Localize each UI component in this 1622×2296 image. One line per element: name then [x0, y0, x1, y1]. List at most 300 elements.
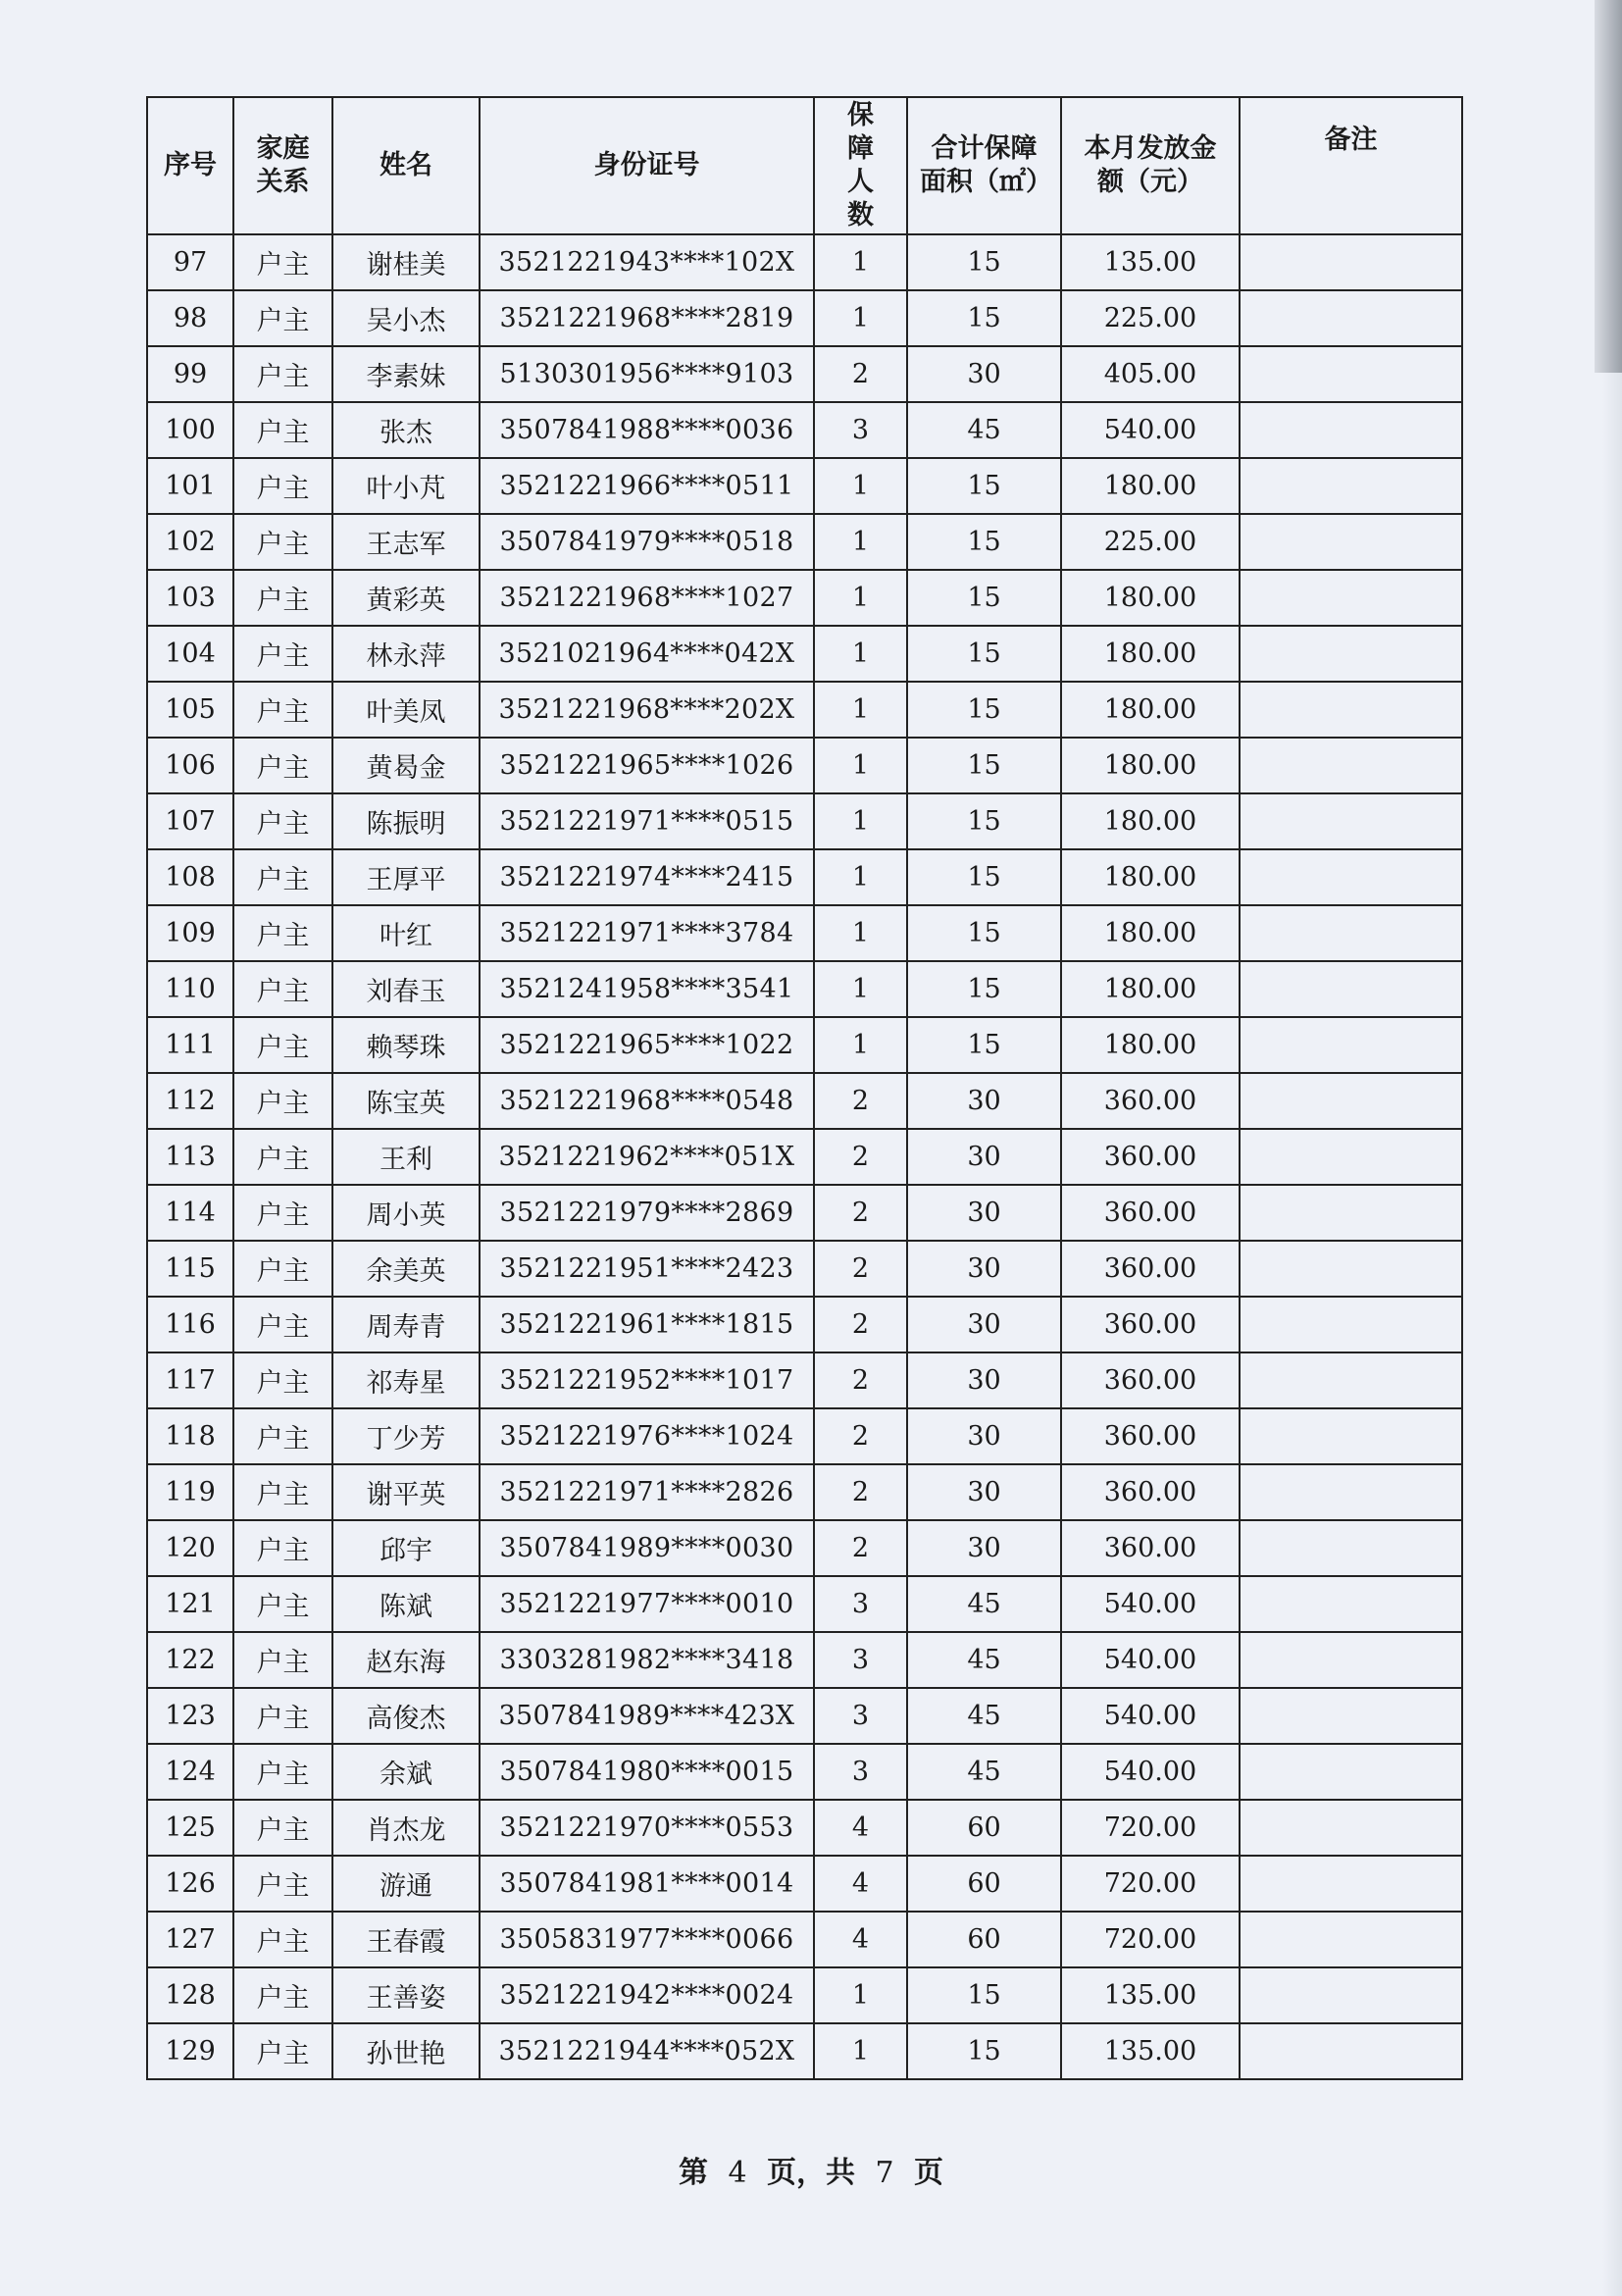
cell-seq: 123 — [147, 1688, 233, 1744]
table-row — [147, 1800, 1462, 1856]
cell-relation: 户主 — [233, 1129, 332, 1185]
cell-persons: 1 — [814, 793, 907, 849]
cell-id-number: 3521221943****102X — [480, 234, 814, 290]
cell-amount: 360.00 — [1061, 1408, 1240, 1464]
cell-remark — [1240, 849, 1462, 905]
cell-relation: 户主 — [233, 1352, 332, 1408]
cell-area: 60 — [907, 1800, 1061, 1856]
cell-remark — [1240, 514, 1462, 570]
cell-name: 祁寿星 — [332, 1352, 480, 1408]
cell-amount: 540.00 — [1061, 1688, 1240, 1744]
table-row — [147, 1688, 1462, 1744]
cell-seq: 127 — [147, 1912, 233, 1967]
cell-relation: 户主 — [233, 1297, 332, 1352]
cell-amount: 135.00 — [1061, 234, 1240, 290]
cell-name: 余美英 — [332, 1241, 480, 1297]
table-row — [147, 1576, 1462, 1632]
cell-persons: 4 — [814, 1912, 907, 1967]
cell-name: 赵东海 — [332, 1632, 480, 1688]
cell-id-number: 3521221944****052X — [480, 2023, 814, 2079]
cell-amount: 180.00 — [1061, 849, 1240, 905]
cell-amount: 180.00 — [1061, 793, 1240, 849]
cell-seq: 100 — [147, 402, 233, 458]
cell-persons: 1 — [814, 290, 907, 346]
cell-area: 45 — [907, 1632, 1061, 1688]
table-row — [147, 1297, 1462, 1352]
cell-seq: 109 — [147, 905, 233, 961]
cell-persons: 1 — [814, 682, 907, 738]
table-row — [147, 1464, 1462, 1520]
cell-name: 吴小杰 — [332, 290, 480, 346]
cell-relation: 户主 — [233, 290, 332, 346]
cell-area: 15 — [907, 682, 1061, 738]
cell-area: 30 — [907, 1185, 1061, 1241]
cell-seq: 106 — [147, 738, 233, 793]
cell-persons: 3 — [814, 1576, 907, 1632]
header-area: 合计保障面积（㎡） — [907, 97, 1061, 234]
table-row — [147, 234, 1462, 290]
cell-seq: 98 — [147, 290, 233, 346]
cell-id-number: 3521221966****0511 — [480, 458, 814, 514]
cell-relation: 户主 — [233, 1967, 332, 2023]
cell-id-number: 3507841980****0015 — [480, 1744, 814, 1800]
table-row — [147, 849, 1462, 905]
cell-area: 45 — [907, 1744, 1061, 1800]
cell-persons: 1 — [814, 514, 907, 570]
cell-remark — [1240, 738, 1462, 793]
cell-seq: 117 — [147, 1352, 233, 1408]
table-row — [147, 1520, 1462, 1576]
header-relation: 家庭关系 — [233, 97, 332, 234]
cell-id-number: 3507841989****423X — [480, 1688, 814, 1744]
cell-id-number: 3521221961****1815 — [480, 1297, 814, 1352]
footer-suffix: 页 — [914, 2156, 943, 2190]
table-row — [147, 905, 1462, 961]
cell-persons: 1 — [814, 1967, 907, 2023]
table-row — [147, 1408, 1462, 1464]
cell-seq: 121 — [147, 1576, 233, 1632]
cell-remark — [1240, 682, 1462, 738]
cell-seq: 119 — [147, 1464, 233, 1520]
header-row — [147, 97, 1462, 234]
cell-persons: 2 — [814, 1185, 907, 1241]
cell-relation: 户主 — [233, 458, 332, 514]
page-footer — [0, 2148, 1622, 2191]
cell-remark — [1240, 402, 1462, 458]
cell-id-number: 5130301956****9103 — [480, 346, 814, 402]
cell-seq: 110 — [147, 961, 233, 1017]
cell-area: 15 — [907, 234, 1061, 290]
cell-relation: 户主 — [233, 1241, 332, 1297]
cell-seq: 128 — [147, 1967, 233, 2023]
cell-remark — [1240, 1744, 1462, 1800]
cell-name: 王善姿 — [332, 1967, 480, 2023]
cell-area: 30 — [907, 1408, 1061, 1464]
header-amount: 本月发放金额（元） — [1061, 97, 1240, 234]
cell-area: 30 — [907, 1073, 1061, 1129]
cell-seq: 103 — [147, 570, 233, 626]
table-row — [147, 1912, 1462, 1967]
cell-name: 黄曷金 — [332, 738, 480, 793]
cell-relation: 户主 — [233, 234, 332, 290]
cell-remark — [1240, 1017, 1462, 1073]
cell-relation: 户主 — [233, 1800, 332, 1856]
cell-seq: 120 — [147, 1520, 233, 1576]
cell-id-number: 3521221951****2423 — [480, 1241, 814, 1297]
cell-id-number: 3521221971****0515 — [480, 793, 814, 849]
cell-area: 45 — [907, 1688, 1061, 1744]
cell-persons: 1 — [814, 234, 907, 290]
header-seq: 序号 — [147, 97, 233, 234]
cell-name: 黄彩英 — [332, 570, 480, 626]
cell-name: 周寿青 — [332, 1297, 480, 1352]
cell-persons: 2 — [814, 1352, 907, 1408]
cell-seq: 122 — [147, 1632, 233, 1688]
cell-relation: 户主 — [233, 1464, 332, 1520]
cell-persons: 2 — [814, 1129, 907, 1185]
cell-id-number: 3521221968****2819 — [480, 290, 814, 346]
table-row — [147, 626, 1462, 682]
cell-amount: 540.00 — [1061, 1576, 1240, 1632]
cell-relation: 户主 — [233, 1520, 332, 1576]
cell-seq: 125 — [147, 1800, 233, 1856]
cell-area: 15 — [907, 458, 1061, 514]
cell-seq: 114 — [147, 1185, 233, 1241]
header-remark: 备注 — [1240, 97, 1462, 234]
cell-persons: 1 — [814, 2023, 907, 2079]
table-row — [147, 402, 1462, 458]
cell-remark — [1240, 1464, 1462, 1520]
cell-area: 15 — [907, 905, 1061, 961]
cell-area: 30 — [907, 346, 1061, 402]
cell-remark — [1240, 905, 1462, 961]
footer-prefix: 第 — [679, 2156, 708, 2190]
table-row — [147, 1856, 1462, 1912]
cell-area: 15 — [907, 793, 1061, 849]
table-body — [147, 234, 1462, 2079]
cell-name: 高俊杰 — [332, 1688, 480, 1744]
cell-amount: 180.00 — [1061, 570, 1240, 626]
cell-area: 30 — [907, 1464, 1061, 1520]
cell-area: 30 — [907, 1129, 1061, 1185]
cell-relation: 户主 — [233, 570, 332, 626]
cell-amount: 360.00 — [1061, 1297, 1240, 1352]
table-row — [147, 1017, 1462, 1073]
cell-area: 15 — [907, 626, 1061, 682]
cell-id-number: 3505831977****0066 — [480, 1912, 814, 1967]
cell-persons: 1 — [814, 626, 907, 682]
cell-seq: 101 — [147, 458, 233, 514]
table-row — [147, 682, 1462, 738]
cell-amount: 225.00 — [1061, 514, 1240, 570]
cell-id-number: 3521221968****1027 — [480, 570, 814, 626]
cell-name: 肖杰龙 — [332, 1800, 480, 1856]
cell-relation: 户主 — [233, 1073, 332, 1129]
cell-remark — [1240, 1912, 1462, 1967]
cell-relation: 户主 — [233, 402, 332, 458]
cell-name: 周小英 — [332, 1185, 480, 1241]
table-row — [147, 1967, 1462, 2023]
cell-name: 王志军 — [332, 514, 480, 570]
cell-amount: 720.00 — [1061, 1800, 1240, 1856]
subsidy-table — [146, 96, 1463, 2080]
footer-total-pages: 7 — [875, 2156, 894, 2190]
cell-id-number: 3521221968****202X — [480, 682, 814, 738]
cell-persons: 1 — [814, 738, 907, 793]
table-row — [147, 570, 1462, 626]
cell-amount: 135.00 — [1061, 1967, 1240, 2023]
cell-remark — [1240, 1241, 1462, 1297]
cell-seq: 118 — [147, 1408, 233, 1464]
cell-name: 刘春玉 — [332, 961, 480, 1017]
cell-id-number: 3521221965****1022 — [480, 1017, 814, 1073]
cell-remark — [1240, 1408, 1462, 1464]
cell-remark — [1240, 1576, 1462, 1632]
cell-area: 60 — [907, 1912, 1061, 1967]
cell-amount: 180.00 — [1061, 682, 1240, 738]
cell-amount: 360.00 — [1061, 1520, 1240, 1576]
header-name: 姓名 — [332, 97, 480, 234]
table-row — [147, 1744, 1462, 1800]
cell-amount: 180.00 — [1061, 458, 1240, 514]
cell-remark — [1240, 2023, 1462, 2079]
cell-name: 谢平英 — [332, 1464, 480, 1520]
cell-amount: 405.00 — [1061, 346, 1240, 402]
cell-name: 王厚平 — [332, 849, 480, 905]
cell-area: 15 — [907, 849, 1061, 905]
cell-persons: 3 — [814, 402, 907, 458]
cell-persons: 2 — [814, 1520, 907, 1576]
cell-relation: 户主 — [233, 1632, 332, 1688]
cell-name: 王春霞 — [332, 1912, 480, 1967]
cell-remark — [1240, 793, 1462, 849]
cell-seq: 113 — [147, 1129, 233, 1185]
cell-amount: 180.00 — [1061, 961, 1240, 1017]
cell-name: 余斌 — [332, 1744, 480, 1800]
cell-name: 陈宝英 — [332, 1073, 480, 1129]
cell-seq: 108 — [147, 849, 233, 905]
footer-middle: 页，共 — [767, 2156, 855, 2190]
cell-area: 30 — [907, 1520, 1061, 1576]
cell-area: 30 — [907, 1241, 1061, 1297]
cell-area: 30 — [907, 1297, 1061, 1352]
cell-id-number: 3303281982****3418 — [480, 1632, 814, 1688]
cell-remark — [1240, 458, 1462, 514]
cell-persons: 4 — [814, 1856, 907, 1912]
cell-remark — [1240, 1967, 1462, 2023]
table-row — [147, 738, 1462, 793]
cell-seq: 105 — [147, 682, 233, 738]
cell-amount: 540.00 — [1061, 1744, 1240, 1800]
cell-area: 30 — [907, 1352, 1061, 1408]
cell-remark — [1240, 1632, 1462, 1688]
cell-relation: 户主 — [233, 905, 332, 961]
cell-seq: 116 — [147, 1297, 233, 1352]
table-row — [147, 1241, 1462, 1297]
cell-persons: 4 — [814, 1800, 907, 1856]
cell-seq: 124 — [147, 1744, 233, 1800]
cell-id-number: 3507841979****0518 — [480, 514, 814, 570]
cell-amount: 540.00 — [1061, 402, 1240, 458]
cell-relation: 户主 — [233, 1688, 332, 1744]
table-row — [147, 1073, 1462, 1129]
cell-remark — [1240, 1800, 1462, 1856]
cell-remark — [1240, 961, 1462, 1017]
cell-id-number: 3507841988****0036 — [480, 402, 814, 458]
cell-seq: 115 — [147, 1241, 233, 1297]
scan-edge-shadow — [1595, 0, 1622, 373]
cell-seq: 111 — [147, 1017, 233, 1073]
cell-name: 游通 — [332, 1856, 480, 1912]
cell-seq: 129 — [147, 2023, 233, 2079]
cell-name: 邱宇 — [332, 1520, 480, 1576]
cell-id-number: 3521221962****051X — [480, 1129, 814, 1185]
cell-seq: 102 — [147, 514, 233, 570]
cell-area: 15 — [907, 1967, 1061, 2023]
cell-amount: 180.00 — [1061, 626, 1240, 682]
cell-relation: 户主 — [233, 1017, 332, 1073]
cell-amount: 180.00 — [1061, 1017, 1240, 1073]
table-row — [147, 1129, 1462, 1185]
cell-amount: 180.00 — [1061, 738, 1240, 793]
cell-id-number: 3521221942****0024 — [480, 1967, 814, 2023]
cell-id-number: 3521221965****1026 — [480, 738, 814, 793]
cell-amount: 360.00 — [1061, 1185, 1240, 1241]
cell-remark — [1240, 1073, 1462, 1129]
cell-id-number: 3507841989****0030 — [480, 1520, 814, 1576]
cell-persons: 1 — [814, 458, 907, 514]
cell-name: 丁少芳 — [332, 1408, 480, 1464]
cell-relation: 户主 — [233, 1744, 332, 1800]
cell-relation: 户主 — [233, 346, 332, 402]
cell-name: 王利 — [332, 1129, 480, 1185]
cell-remark — [1240, 1520, 1462, 1576]
cell-amount: 225.00 — [1061, 290, 1240, 346]
table-row — [147, 793, 1462, 849]
cell-amount: 360.00 — [1061, 1241, 1240, 1297]
cell-relation: 户主 — [233, 738, 332, 793]
cell-relation: 户主 — [233, 682, 332, 738]
cell-area: 15 — [907, 514, 1061, 570]
cell-seq: 97 — [147, 234, 233, 290]
table-row — [147, 514, 1462, 570]
cell-area: 15 — [907, 570, 1061, 626]
cell-area: 15 — [907, 290, 1061, 346]
cell-id-number: 3521241958****3541 — [480, 961, 814, 1017]
cell-remark — [1240, 626, 1462, 682]
cell-persons: 1 — [814, 905, 907, 961]
cell-remark — [1240, 570, 1462, 626]
cell-persons: 1 — [814, 961, 907, 1017]
cell-name: 林永萍 — [332, 626, 480, 682]
cell-id-number: 3521221979****2869 — [480, 1185, 814, 1241]
cell-area: 15 — [907, 738, 1061, 793]
cell-relation: 户主 — [233, 2023, 332, 2079]
cell-id-number: 3521221971****2826 — [480, 1464, 814, 1520]
cell-amount: 540.00 — [1061, 1632, 1240, 1688]
header-persons: 保障人数 — [814, 97, 907, 234]
cell-amount: 360.00 — [1061, 1464, 1240, 1520]
cell-relation: 户主 — [233, 1912, 332, 1967]
cell-id-number: 3521221968****0548 — [480, 1073, 814, 1129]
cell-relation: 户主 — [233, 961, 332, 1017]
cell-area: 45 — [907, 402, 1061, 458]
table-row — [147, 290, 1462, 346]
cell-amount: 135.00 — [1061, 2023, 1240, 2079]
cell-id-number: 3521221971****3784 — [480, 905, 814, 961]
footer-page-number: 4 — [728, 2156, 747, 2190]
cell-remark — [1240, 1856, 1462, 1912]
cell-area: 15 — [907, 2023, 1061, 2079]
cell-persons: 1 — [814, 570, 907, 626]
cell-relation: 户主 — [233, 1185, 332, 1241]
cell-persons: 3 — [814, 1688, 907, 1744]
cell-relation: 户主 — [233, 1408, 332, 1464]
cell-remark — [1240, 1688, 1462, 1744]
cell-amount: 360.00 — [1061, 1073, 1240, 1129]
cell-relation: 户主 — [233, 1576, 332, 1632]
cell-amount: 720.00 — [1061, 1912, 1240, 1967]
cell-relation: 户主 — [233, 849, 332, 905]
cell-name: 张杰 — [332, 402, 480, 458]
cell-persons: 1 — [814, 1017, 907, 1073]
cell-remark — [1240, 346, 1462, 402]
cell-persons: 2 — [814, 346, 907, 402]
cell-id-number: 3521221970****0553 — [480, 1800, 814, 1856]
table-row — [147, 961, 1462, 1017]
cell-relation: 户主 — [233, 626, 332, 682]
cell-relation: 户主 — [233, 793, 332, 849]
cell-area: 45 — [907, 1576, 1061, 1632]
cell-name: 赖琴珠 — [332, 1017, 480, 1073]
cell-name: 李素妹 — [332, 346, 480, 402]
cell-area: 60 — [907, 1856, 1061, 1912]
cell-remark — [1240, 1297, 1462, 1352]
cell-amount: 360.00 — [1061, 1129, 1240, 1185]
cell-id-number: 3521221976****1024 — [480, 1408, 814, 1464]
cell-persons: 2 — [814, 1073, 907, 1129]
cell-id-number: 3507841981****0014 — [480, 1856, 814, 1912]
cell-remark — [1240, 290, 1462, 346]
cell-area: 15 — [907, 1017, 1061, 1073]
scan-edge-shadow-lower — [1602, 373, 1622, 2296]
cell-name: 陈斌 — [332, 1576, 480, 1632]
cell-remark — [1240, 1352, 1462, 1408]
cell-seq: 112 — [147, 1073, 233, 1129]
cell-relation: 户主 — [233, 514, 332, 570]
table-row — [147, 1185, 1462, 1241]
cell-amount: 180.00 — [1061, 905, 1240, 961]
table-row — [147, 2023, 1462, 2079]
cell-amount: 720.00 — [1061, 1856, 1240, 1912]
cell-id-number: 3521221977****0010 — [480, 1576, 814, 1632]
cell-area: 15 — [907, 961, 1061, 1017]
cell-id-number: 3521221974****2415 — [480, 849, 814, 905]
cell-id-number: 3521021964****042X — [480, 626, 814, 682]
cell-name: 叶小芃 — [332, 458, 480, 514]
cell-seq: 99 — [147, 346, 233, 402]
cell-persons: 1 — [814, 849, 907, 905]
cell-remark — [1240, 1129, 1462, 1185]
cell-name: 叶红 — [332, 905, 480, 961]
cell-seq: 126 — [147, 1856, 233, 1912]
table-row — [147, 1632, 1462, 1688]
cell-seq: 107 — [147, 793, 233, 849]
cell-relation: 户主 — [233, 1856, 332, 1912]
cell-name: 叶美凤 — [332, 682, 480, 738]
table-row — [147, 346, 1462, 402]
cell-remark — [1240, 1185, 1462, 1241]
